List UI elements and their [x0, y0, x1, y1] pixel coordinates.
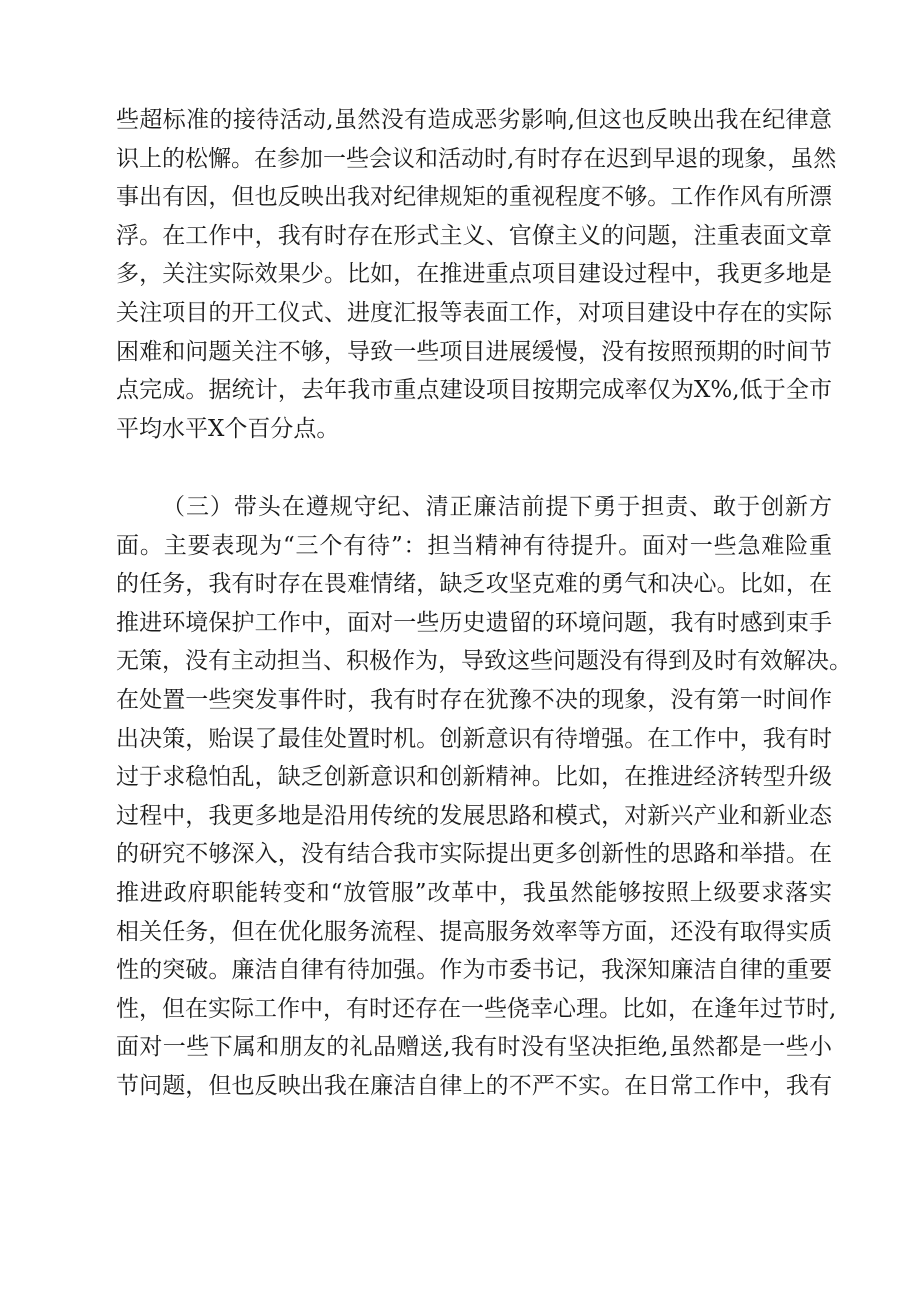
paragraph-responsibility-and-innovation [116, 488, 852, 1106]
text-line: 推进环境保护工作中，面对一些历史遗留的环境问题，我有时感到束手 [116, 609, 832, 636]
text-line: 点完成。据统计，去年我市重点建设项目按期完成率仅为X%,低于全市 [116, 377, 832, 404]
text-line: 面对一些下属和朋友的礼品赠送,我有时没有坚决拒绝,虽然都是一些小 [116, 1034, 832, 1061]
text-line: 浮。在工作中，我有时存在形式主义、官僚主义的问题，注重表面文章 [116, 222, 832, 249]
text-line: 节问题，但也反映出我在廉洁自律上的不严不实。在日常工作中，我有 [116, 1072, 832, 1099]
text-line: 性，但在实际工作中，有时还存在一些侥幸心理。比如，在逢年过节时, [116, 995, 837, 1022]
text-line: 推进政府职能转变和“放管服”改革中，我虽然能够按照上级要求落实 [116, 879, 832, 906]
text-line: 面。主要表现为“三个有待”：担当精神有待提升。面对一些急难险重 [116, 532, 832, 559]
text-line: 在处置一些突发事件时，我有时存在犹豫不决的现象，没有第一时间作 [116, 686, 832, 713]
paragraph-discipline-and-style [116, 101, 837, 448]
text-line: 的任务，我有时存在畏难情绪，缺乏攻坚克难的勇气和决心。比如，在 [116, 571, 832, 598]
text-line: 过于求稳怕乱，缺乏创新意识和创新精神。比如，在推进经济转型升级 [116, 764, 832, 791]
text-line: 性的突破。廉洁自律有待加强。作为市委书记，我深知廉洁自律的重要 [116, 957, 832, 984]
text-line: 识上的松懈。在参加一些会议和活动时,有时存在迟到早退的现象，虽然 [116, 145, 837, 172]
text-line: 出决策，贻误了最佳处置时机。创新意识有待增强。在工作中，我有时 [116, 725, 832, 752]
text-line: 的研究不够深入，没有结合我市实际提出更多创新性的思路和举措。在 [116, 841, 832, 868]
text-line: 些超标准的接待活动,虽然没有造成恶劣影响,但这也反映出我在纪律意 [116, 107, 832, 133]
text-line: 过程中，我更多地是沿用传统的发展思路和模式，对新兴产业和新业态 [116, 802, 832, 829]
text-line: 平均水平X个百分点。 [116, 415, 340, 442]
text-line: 多，关注实际效果少。比如，在推进重点项目建设过程中，我更多地是 [116, 261, 832, 288]
text-line: 事出有因，但也反映出我对纪律规矩的重视程度不够。工作作风有所漂 [116, 184, 832, 211]
section-heading-line: （三）带头在遵规守纪、清正廉洁前提下勇于担责、敢于创新方 [162, 494, 832, 520]
text-line: 相关任务，但在优化服务流程、提高服务效率等方面，还没有取得实质 [116, 918, 832, 945]
text-line: 关注项目的开工仪式、进度汇报等表面工作，对项目建设中存在的实际 [116, 299, 832, 326]
text-line: 困难和问题关注不够，导致一些项目进展缓慢，没有按照预期的时间节 [116, 338, 832, 365]
text-line: 无策，没有主动担当、积极作为，导致这些问题没有得到及时有效解决。 [116, 648, 852, 675]
